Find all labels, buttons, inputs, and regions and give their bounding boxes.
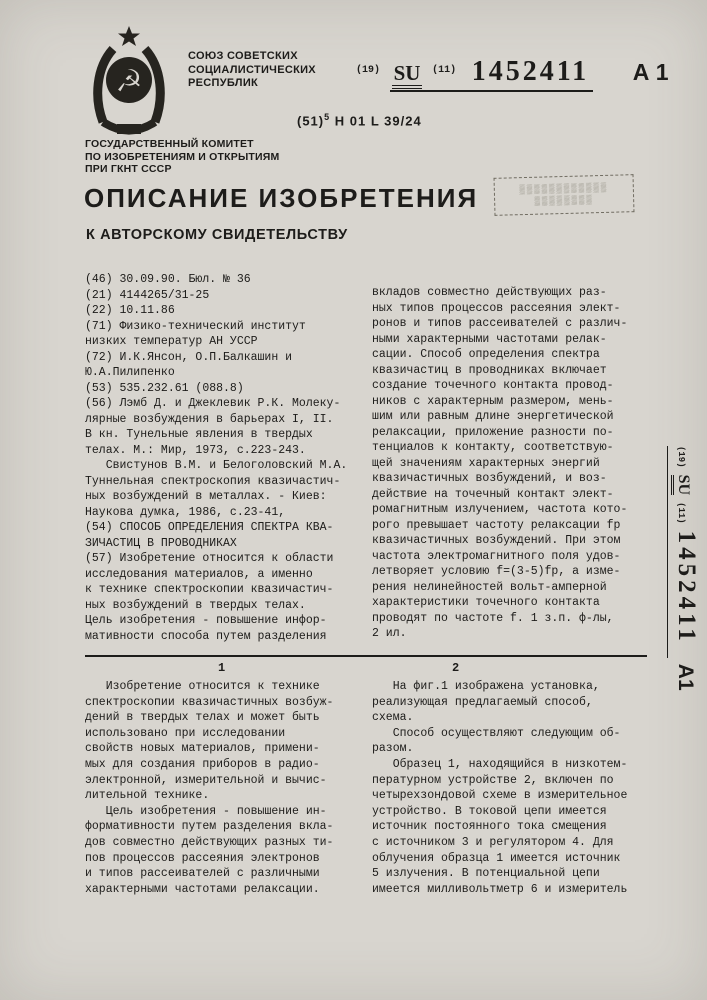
page-subtitle: К АВТОРСКОМУ СВИДЕТЕЛЬСТВУ: [86, 227, 348, 243]
ipc-class: Н 01 L 39/24: [334, 113, 422, 129]
ipc-code: (51): [297, 113, 325, 129]
abstract-right-column: вкладов совместно действующих раз- ных типов процессов рассеяния элект- ронов и типов рассеивателей с различ- ными характерными частотами релак- сации. Способ определения спектра квазичастиц в проводниках включает создание точечного контакта провод- ников с характерным размером, мень- шим или равным длине энергетической релаксации, приложение разности по- тенциалов к контакту, соответствую- щей значениям характерных энергий квазичастичных возбуждений, и воз- действие на точечный контакт элект- ромагнитным излучением, частота кото- рого превышает частоту релаксации fр квазичастичных возбуждений. При этом частота электромагнитного поля удов- летворяет условию f=(3-5)fр, а изме- рения нелинейностей вольт-амперной характеристики точечного контакта проводят по частоте f. 1 з.п. ф-лы, 2 ил.: [372, 286, 628, 640]
svg-text:☭: ☭: [114, 62, 144, 100]
column-number-2: 2: [452, 661, 460, 675]
kind-code: А1: [674, 663, 697, 691]
library-stamp: [494, 174, 635, 216]
publication-number: 1452411: [673, 530, 700, 645]
ipc-classification: [297, 112, 422, 128]
section-divider: [85, 655, 647, 657]
stamp-line: ▒▒▒▒▒▒▒▒▒▒▒▒: [519, 182, 609, 196]
kind-code: А 1: [632, 59, 669, 85]
code-11: (11): [676, 502, 686, 524]
vertical-doc-id: [667, 446, 700, 691]
code-11: (11): [432, 65, 457, 76]
doc-number-group: [390, 56, 594, 92]
country-code: SU: [671, 475, 692, 495]
description-right-column: На фиг.1 изображена установка, реализующая предлагаемый способ, схема. Способ осуществляют следующим об- разом. Образец 1, находящийся в низкотем- пературном устройстве 2, включен по четырехзондовой схеме в измерительное устройство. В токовой цепи имеется источник постоянного тока смещения с источником 3 и регулятором 4. Для облучения образца 1 имеется источник 5 излучения. В потенциальной цепи имеется милливольтметр 6 и измеритель: [372, 680, 628, 896]
abstract-left-column: (46) 30.09.90. Бюл. № 36 (21) 4144265/31-25 (22) 10.11.86 (71) Физико-технический институт низких температур АН УССР (72) И.К.Янсон, О.П.Балкашин и Ю.А.Пилипенко (53) 535.232.61 (088.8) (56) Лэмб Д. и Джеклевик Р.К. Молеку- лярные возбуждения в барьерах I, II. В кн. Тунельные явления в твердых телах. М.: Мир, 1973, с.223-243. Свистунов В.М. и Белоголовский М.А. Туннельная спектроскопия квазичастич- ных возбуждений в металлах. - Киев: Наукова думка, 1986, с.23-41, (54) СПОСОБ ОПРЕДЕЛЕНИЯ СПЕКТРА КВА- ЗИЧАСТИЦ В ПРОВОДНИКАХ (57) Изобретение относится к области исследования материалов, а именно к технике спектроскопии квазичастич- ных возбуждений в твердых телах. Цель изобретения - повышение инфор- мативности способа путем разделения: [85, 273, 348, 643]
publication-number: 1452411: [471, 56, 590, 87]
description-left-column: Изобретение относится к технике спектроскопии квазичастичных возбуж- дений в твердых телах и может быть использовано при исследовании свойств новых материалов, примени- мых для создания приборов в радио- электронной, измерительной и вычис- лительной технике. Цель изобретения - повышение ин- формативности путем разделения вкла- дов совместно действующих разных ти- пов процессов рассеяния электронов и типов рассеивателей с различными характерными частотами релаксации.: [85, 680, 334, 896]
country-code: SU: [392, 61, 423, 89]
stamp-line: ▒▒▒▒▒▒▒▒: [534, 195, 594, 207]
committee-name: ГОСУДАРСТВЕННЫЙ КОМИТЕТ ПО ИЗОБРЕТЕНИЯМ И ОТКРЫТИЯМ ПРИ ГКНТ СССР: [85, 138, 280, 175]
code-19: (19): [676, 446, 686, 468]
doc-number-block: [356, 56, 669, 92]
code-19: (19): [356, 65, 381, 76]
column-number-1: 1: [218, 661, 226, 675]
page-title: ОПИСАНИЕ ИЗОБРЕТЕНИЯ: [84, 183, 479, 213]
union-name: СОЮЗ СОВЕТСКИХ СОЦИАЛИСТИЧЕСКИХ РЕСПУБЛИК: [188, 50, 316, 89]
ipc-edition: 5: [324, 112, 331, 122]
ussr-coat-of-arms-icon: [92, 26, 166, 138]
